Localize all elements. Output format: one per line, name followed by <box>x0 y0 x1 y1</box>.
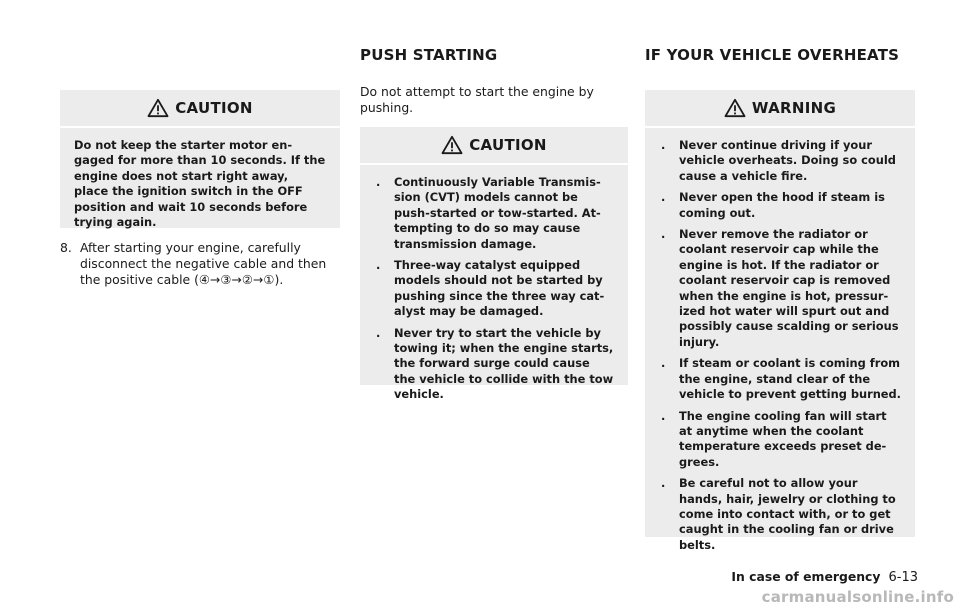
step-8 <box>60 240 340 288</box>
list-item: . The engine cooling fan will start at anytime when the coolant temperature exceeds preset de- grees. <box>661 408 887 469</box>
footer-section: In case of emergency <box>731 569 881 584</box>
warning-box-overheats <box>645 90 915 552</box>
warning-triangle-icon <box>147 98 169 118</box>
step-text: After starting your engine, carefully disconnect the negative cable and then the positive cable (④→③→②→①). <box>80 240 327 287</box>
list-item: . Continuously Variable Transmis- sion (CVT) models cannot be push-started or tow-started. At- tempting to do so may cause transmission damage. <box>376 175 601 251</box>
section-title-overheats: IF YOUR VEHICLE OVERHEATS <box>645 46 900 64</box>
caution-header <box>60 90 340 128</box>
page-number: 6-13 <box>888 570 918 585</box>
caution-text: Do not keep the starter motor en- gaged for more than 10 seconds. If the engine does not start right away, place the ignition switch in the OFF position and wait 10 seconds before trying again. <box>74 138 326 230</box>
caution-box-starter <box>60 90 340 228</box>
list-item: . If steam or coolant is coming from the engine, stand clear of the vehicle to prevent getting burned. <box>661 356 902 402</box>
warning-triangle-icon <box>724 98 746 118</box>
list-item: . Never continue driving if your vehicle overheats. Doing so could cause a vehicle fire. <box>661 138 896 183</box>
warning-label: WARNING <box>751 99 837 117</box>
list-item: . Three-way catalyst equipped models should not be started by pushing since the three way cat- alyst may be damaged. <box>376 258 605 319</box>
caution-list <box>374 175 614 403</box>
step-number: 8. <box>60 240 72 255</box>
list-item: . Never open the hood if steam is coming out. <box>661 190 885 220</box>
list-item: . Be careful not to allow your hands, hair, jewelry or clothing to come into contact with, or to get caught in the cooling fan or drive belts. <box>661 476 896 552</box>
caution-header <box>360 127 628 165</box>
warning-triangle-icon <box>441 135 463 155</box>
caution-label: CAUTION <box>175 99 253 117</box>
page-footer <box>731 569 918 585</box>
section-title-push-starting: PUSH STARTING <box>360 46 498 64</box>
caution-label: CAUTION <box>469 136 547 154</box>
warning-header <box>645 90 915 128</box>
list-item: . Never remove the radiator or coolant reservoir cap while the engine is hot. If the radiator or coolant reservoir cap is removed when the engine is hot, pressur- ized hot water will spurt out and possibly cause scalding or serious injury. <box>661 227 899 349</box>
push-starting-intro: Do not attempt to start the engine by pushing. <box>360 84 594 115</box>
warning-list <box>659 138 901 553</box>
list-item: . Never try to start the vehicle by towing it; when the engine starts, the forward surge could cause the vehicle to collide with the tow vehicle. <box>376 325 614 402</box>
caution-box-push-starting <box>360 127 628 402</box>
watermark: carmanualsonline.info <box>761 588 954 606</box>
